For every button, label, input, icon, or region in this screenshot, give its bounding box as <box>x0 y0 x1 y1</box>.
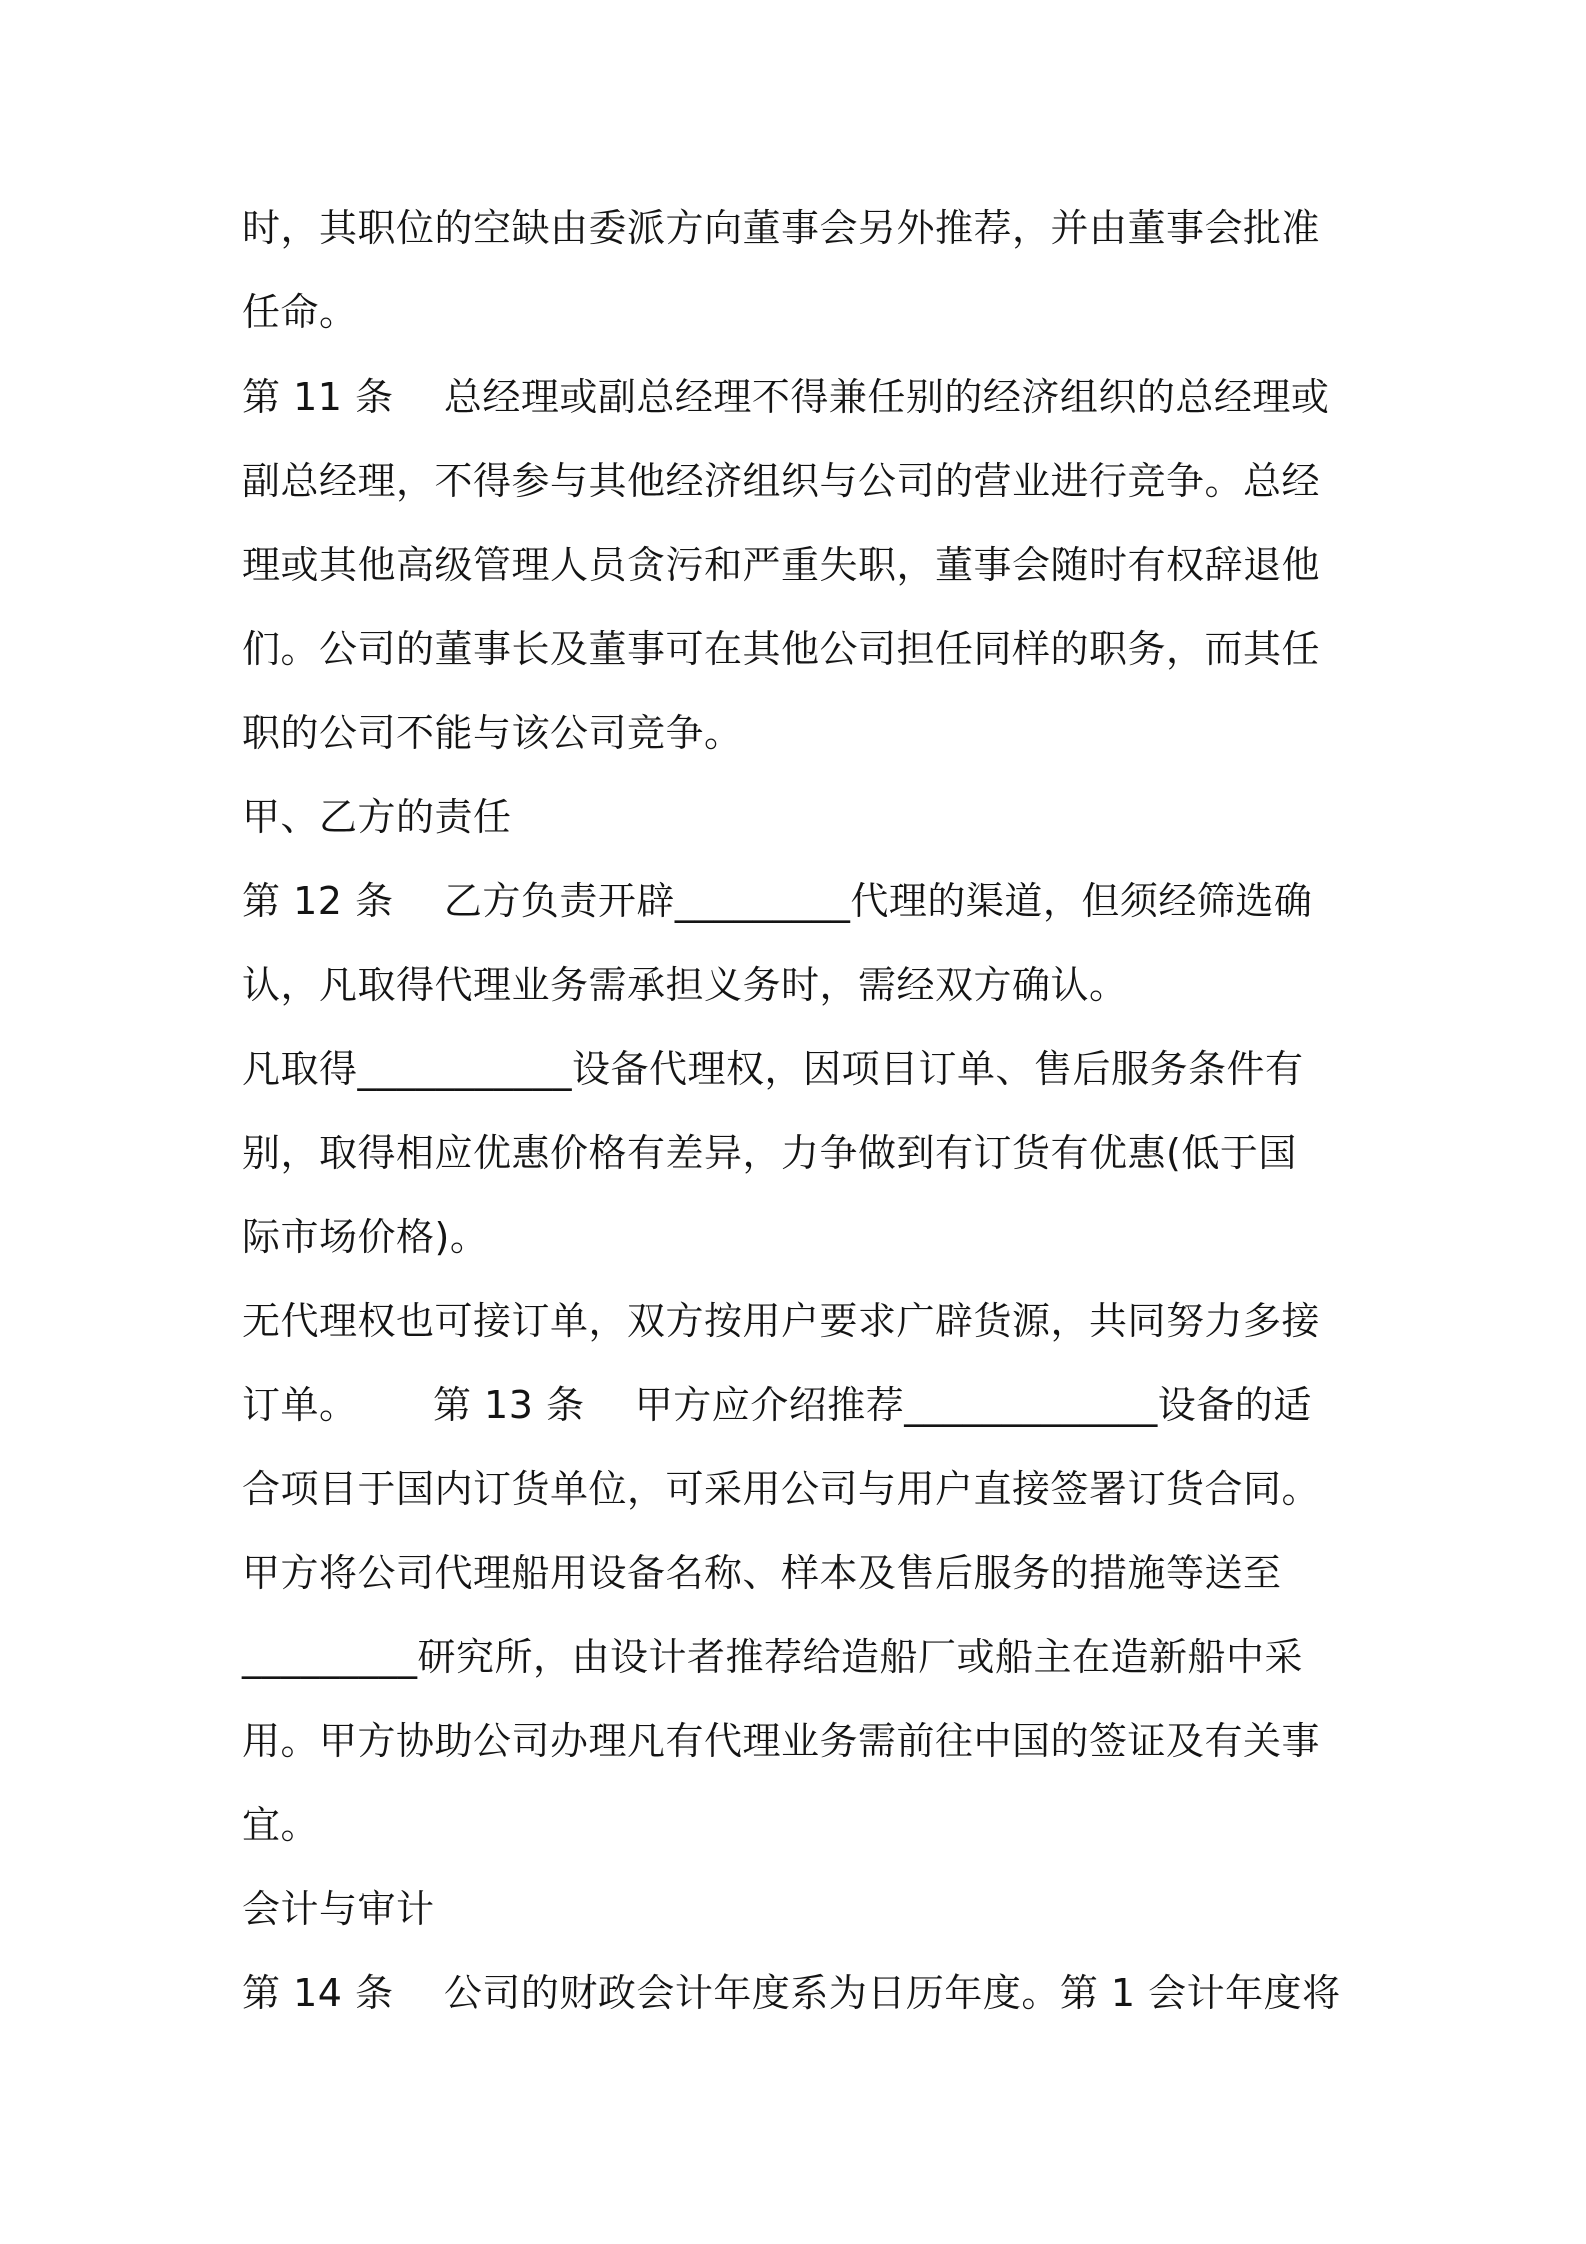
text-line: 别，取得相应优惠价格有差异，力争做到有订货有优惠(低于国 <box>242 1131 1297 1175</box>
text-line: 理或其他高级管理人员贪污和严重失职，董事会随时有权辞退他 <box>242 543 1321 587</box>
text-line: 际市场价格)。 <box>242 1215 489 1259</box>
text-line: _________研究所，由设计者推荐给造船厂或船主在造新船中采 <box>242 1635 1304 1679</box>
section-heading: 甲、乙方的责任 <box>242 795 512 839</box>
text-line: 订单。 第 13 条 甲方应介绍推荐_____________设备的适 <box>242 1383 1312 1427</box>
text-line: 任命。 <box>242 290 358 334</box>
text-line: 甲方将公司代理船用设备名称、样本及售后服务的措施等送至 <box>242 1551 1282 1595</box>
text-line: 用。甲方协助公司办理凡有代理业务需前往中国的签证及有关事 <box>242 1719 1321 1763</box>
text-line: 无代理权也可接订单，双方按用户要求广辟货源，共同努力多接 <box>242 1299 1321 1343</box>
text-line: 第 14 条 公司的财政会计年度系为日历年度。第 1 会计年度将 <box>242 1971 1341 2015</box>
text-line: 职的公司不能与该公司竞争。 <box>242 711 743 755</box>
text-line: 合项目于国内订货单位，可采用公司与用户直接签署订货合同。 <box>242 1467 1321 1511</box>
text-line: 副总经理，不得参与其他经济组织与公司的营业进行竞争。总经 <box>242 459 1321 503</box>
text-line: 认，凡取得代理业务需承担义务时，需经双方确认。 <box>242 963 1128 1007</box>
text-line: 凡取得___________设备代理权，因项目订单、售后服务条件有 <box>242 1047 1304 1091</box>
text-line: 第 12 条 乙方负责开辟_________代理的渠道，但须经筛选确 <box>242 879 1313 923</box>
text-line: 第 11 条 总经理或副总经理不得兼任别的经济组织的总经理或 <box>242 375 1330 419</box>
text-line: 们。公司的董事长及董事可在其他公司担任同样的职务，而其任 <box>242 627 1321 671</box>
text-line: 宜。 <box>242 1803 320 1847</box>
text-line: 时，其职位的空缺由委派方向董事会另外推荐，并由董事会批准 <box>242 206 1321 250</box>
section-heading: 会计与审计 <box>242 1887 435 1931</box>
